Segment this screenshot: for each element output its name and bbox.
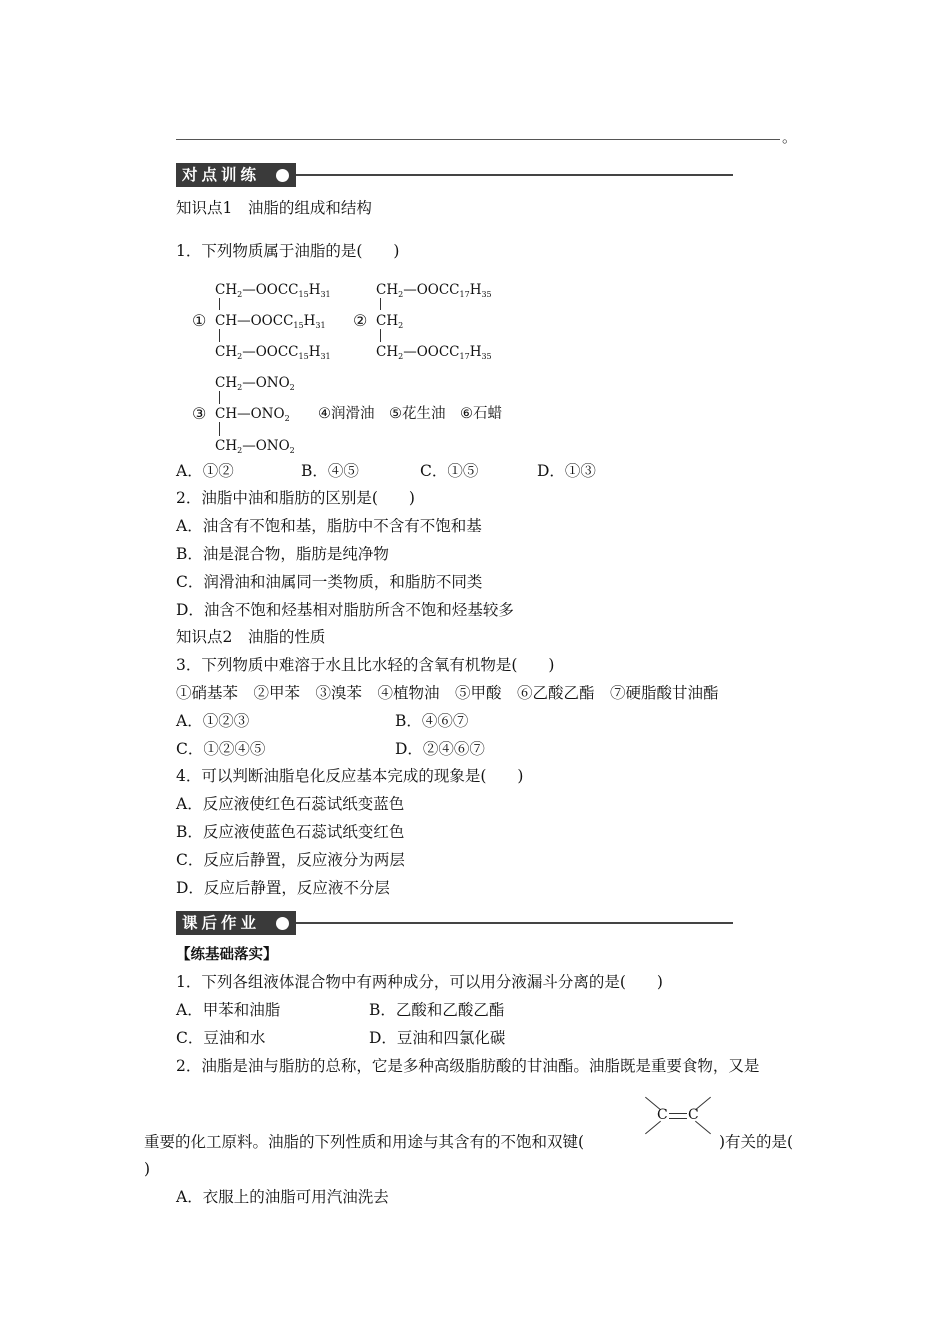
q3-option-a[interactable]: A．①②③ [176,712,250,730]
q4-option-d[interactable]: D．反应后静置，反应液不分层 [176,879,390,897]
bond-carbon-1: C [657,1107,668,1123]
double-bond [669,1113,687,1119]
q4-stem: 4．可以判断油脂皂化反应基本完成的现象是( ) [176,767,524,785]
subsection-basics: 【练基础落实】 [176,947,278,963]
trailing-period: 。 [782,128,798,146]
banner-rule [296,174,733,176]
q4-option-c[interactable]: C．反应后静置，反应液分为两层 [176,851,405,869]
banner-rule [296,922,733,924]
hw-q2-line2a: 重要的化工原料。油脂的下列性质和用途与其含有的不饱和双键( [144,1133,585,1151]
q3-option-c[interactable]: C．①②④⑤ [176,740,266,758]
q4-option-b[interactable]: B．反应液使蓝色石蕊试纸变红色 [176,823,405,841]
q3-stem: 3．下列物质中难溶于水且比水轻的含氧有机物是( ) [176,656,555,674]
q1-option-d[interactable]: D．①③ [537,462,596,480]
bond-line [695,1097,711,1111]
s1-row2: $CH—OOCC_{15}H_{31}$ [215,313,326,330]
q2-option-d[interactable]: D．油含不饱和烃基相对脂肪所含不饱和烃基较多 [176,601,514,619]
s2-row3: $CH_2—OOCC_{17}H_{35}$ [376,344,492,361]
banner-label: 课后作业 [176,911,296,935]
hw-q1-option-a[interactable]: A．甲苯和油脂 [176,1001,281,1019]
hw-q1-stem: 1．下列各组液体混合物中有两种成分，可以用分液漏斗分离的是( ) [176,973,663,991]
hw-q1-option-d[interactable]: D．豆油和四氯化碳 [369,1029,506,1047]
s1-bond [219,329,220,342]
hw-q2-line3: ) [144,1160,151,1178]
hw-q2-line2b: )有关的是( [719,1133,794,1151]
banner-label: 对点训练 [176,163,296,187]
answer-underline [176,139,780,140]
s3-number: ③ [192,404,207,423]
s3-bond [219,422,220,436]
s1-row3: $CH_2—OOCC_{15}H_{31}$ [215,344,331,361]
q1-option-b[interactable]: B．④⑤ [301,462,359,480]
s3-row3: $CH_2—ONO_2$ [215,438,295,455]
s1-row1: $CH_2—OOCC_{15}H_{31}$ [215,282,331,299]
q4-option-a[interactable]: A．反应液使红色石蕊试纸变蓝色 [176,795,405,813]
bond-carbon-2: C [688,1107,699,1123]
hw-q2-option-a[interactable]: A．衣服上的油脂可用汽油洗去 [176,1188,389,1206]
s2-bond [380,298,381,310]
s3-row1: $CH_2—ONO_2$ [215,375,295,392]
q2-option-a[interactable]: A．油含有不饱和基，脂肪中不含有不饱和基 [176,517,482,535]
s2-bond [380,329,381,342]
q1-other-items: ④润滑油 ⑤花生油 ⑥石蜡 [318,406,502,422]
q2-option-b[interactable]: B．油是混合物，脂肪是纯净物 [176,545,389,563]
q1-stem: 1．下列物质属于油脂的是( ) [176,242,400,260]
s3-row2: $CH—ONO_2$ [215,406,290,423]
hw-q1-option-b[interactable]: B．乙酸和乙酸乙酯 [369,1001,505,1019]
knowledge-point-1: 知识点1 油脂的组成和结构 [176,199,372,217]
q1-option-c[interactable]: C．①⑤ [420,462,479,480]
q3-option-d[interactable]: D．②④⑥⑦ [395,740,485,758]
knowledge-point-2: 知识点2 油脂的性质 [176,628,326,646]
hw-q1-option-c[interactable]: C．豆油和水 [176,1029,266,1047]
s2-row1: $CH_2—OOCC_{17}H_{35}$ [376,282,492,299]
q2-option-c[interactable]: C．润滑油和油属同一类物质，和脂肪不同类 [176,573,483,591]
hw-q2-line1: 2．油脂是油与脂肪的总称，它是多种高级脂肪酸的甘油酯。油脂既是重要食物，又是 [176,1057,760,1075]
q3-items: ①硝基苯 ②甲苯 ③溴苯 ④植物油 ⑤甲酸 ⑥乙酸乙酯 ⑦硬脂酸甘油酯 [176,684,719,702]
q2-stem: 2．油脂中油和脂肪的区别是( ) [176,489,415,507]
bond-line [695,1121,711,1135]
q3-option-b[interactable]: B．④⑥⑦ [395,712,469,730]
s3-bond [219,391,220,404]
banner-dot-icon [276,169,289,182]
s1-bond [219,298,220,310]
banner-dot-icon [276,917,289,930]
s1-number: ① [192,311,207,330]
s2-row2: $CH_2$ [376,313,404,330]
q1-option-a[interactable]: A．①② [176,462,234,480]
s2-number: ② [353,311,368,330]
